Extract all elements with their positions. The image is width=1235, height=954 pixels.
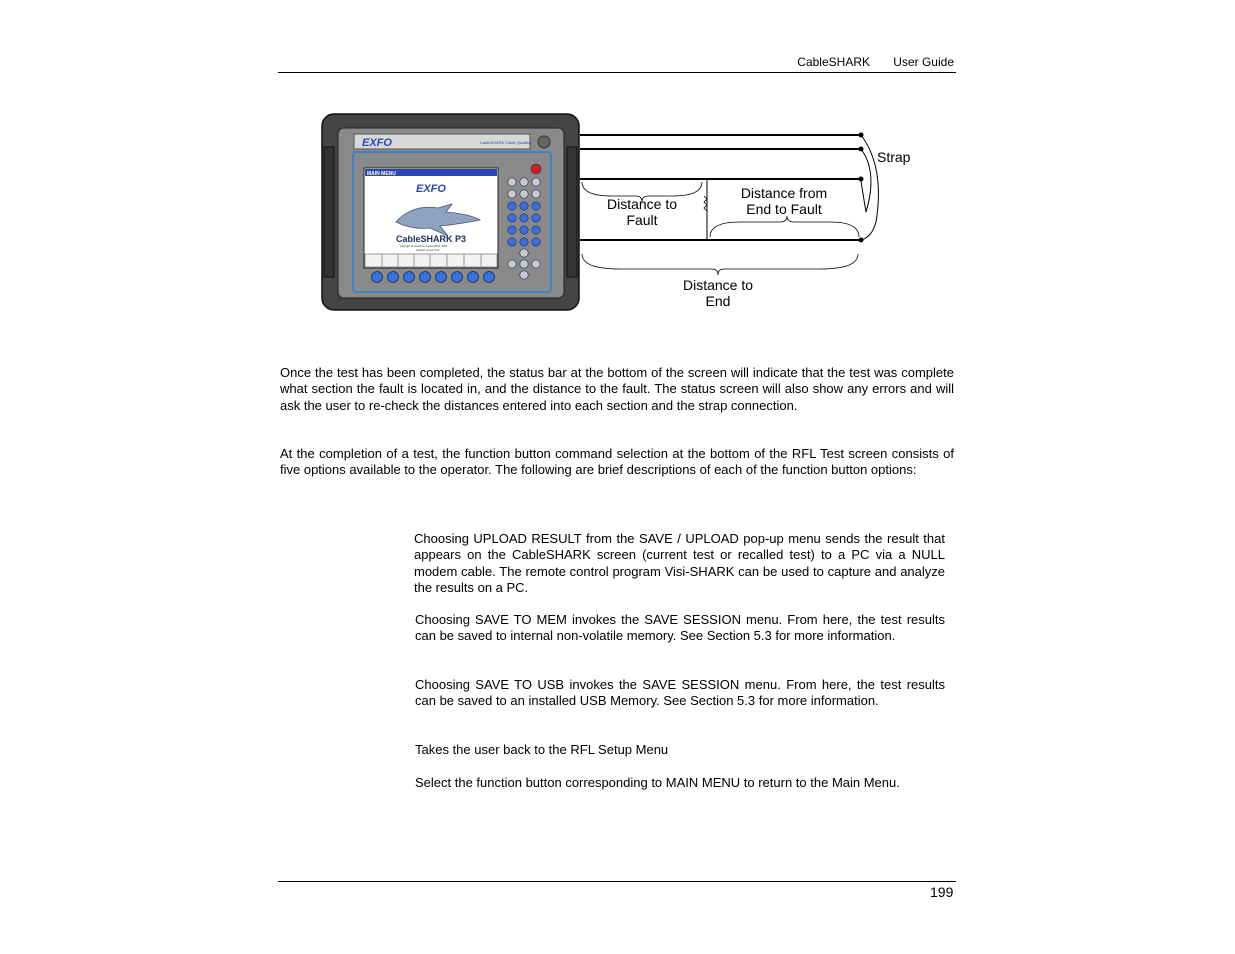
figure-svg [320,112,920,312]
keypad [508,164,541,279]
desc-save-to-mem: Choosing SAVE TO MEM invokes the SAVE SESSION menu. From here, the test results can be saved to internal non-volatile memory. See Section 5.3 for more information. [415,612,945,644]
paragraph-status-bar: Once the test has been completed, the status bar at the bottom of the screen will indicate that the test was complete what section the fault is located in, and the distance to the fault. The status screen will also show any errors and will ask the user to re-check the distances entered into each section and the strap connection. [280,365,954,413]
screen-logo: EXFO [416,183,446,195]
header-product: CableSHARK [797,55,870,69]
device-model-strip: CableSHARK Cable Qualifier [480,140,532,145]
page-number: 199 [930,884,954,900]
screen-product-name: CableSHARK P3 [396,234,467,244]
label-distance-to-fault-line1: Distance to [606,196,678,212]
cableshark-device [322,114,579,310]
desc-upload-result: Choosing UPLOAD RESULT from the SAVE / UPLOAD pop-up menu sends the result that appears on the CableSHARK screen (current test or recalled test) to a PC via a NULL modem cable. The remote control program Visi-SHARK can be used to capture and analyze the results on a PC. [414,531,945,595]
label-distance-from-end-line1: Distance from [740,185,828,201]
header-guide: User Guide [893,55,954,69]
rfl-strap-figure [320,112,920,312]
label-distance-from-end-line2: End to Fault [746,201,822,217]
footer-rule [278,881,956,882]
screen-menu-title: MAIN MENU [367,171,396,177]
header-rule [278,72,956,73]
desc-back: Takes the user back to the RFL Setup Menu [415,742,669,757]
screen-copyright: Copyright Consultronics Limited 2003 - 2005 [400,245,448,248]
label-distance-to-end-line2: End [705,293,731,309]
speaker-icon [538,136,550,148]
label-distance-to-fault-line2: Fault [626,212,658,228]
screen-version: Software version 6.02 [416,249,440,252]
device-right-grip [567,147,577,277]
desc-save-to-usb: Choosing SAVE TO USB invokes the SAVE SESSION menu. From here, the test results can be saved to an installed USB Memory. See Section 5.3 for more information. [415,677,945,709]
paragraph-function-buttons: At the completion of a test, the function button command selection at the bottom of the RFL Test screen consists of five options available to the operator. The following are brief descriptions of each of the function button options: [280,446,954,478]
page-header [278,55,956,71]
device-left-grip [324,147,334,277]
desc-main-menu: Select the function button corresponding to MAIN MENU to return to the Main Menu. [415,775,900,790]
label-strap: Strap [877,149,911,165]
screen-function-bar [365,254,497,267]
device-brand: EXFO [362,137,392,149]
label-distance-to-end-line1: Distance to [682,277,754,293]
